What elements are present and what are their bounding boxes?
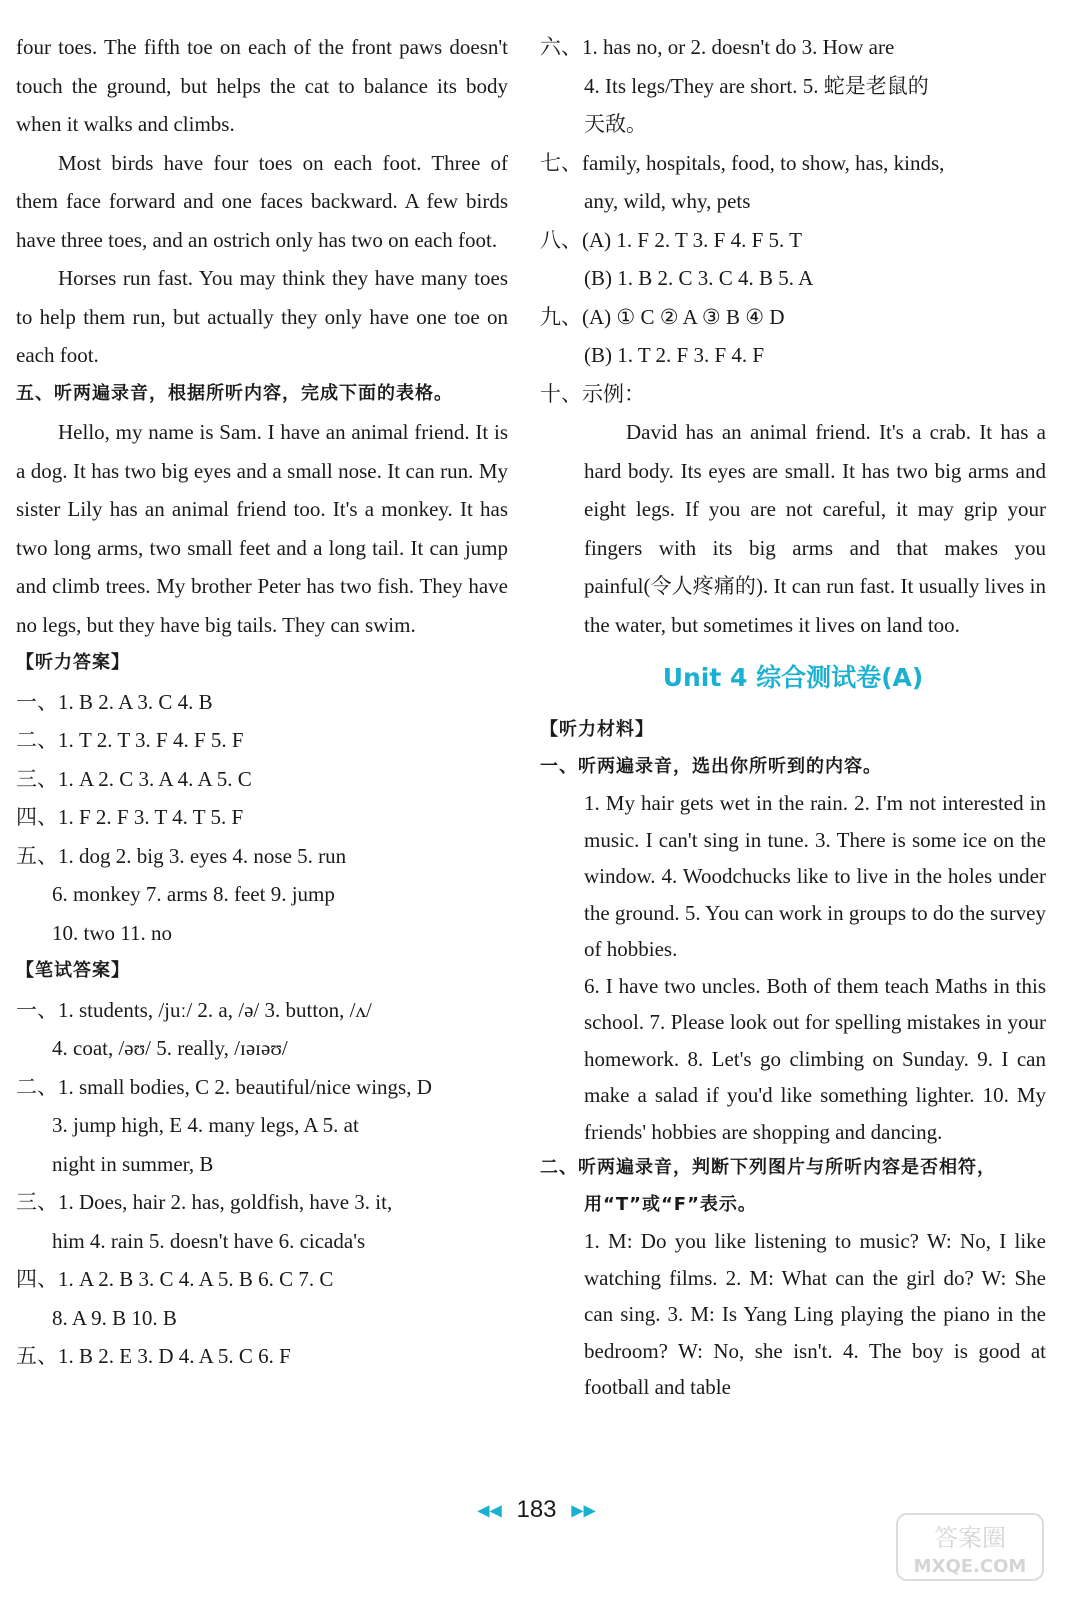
written-answer-3: 三、1. Does, hair 2. has, goldfish, have 3. it, (16, 1190, 393, 1214)
watermark-line2: MXQE.COM (913, 1556, 1027, 1577)
left-column (16, 28, 508, 1376)
written-answer-4-cont: 8. A 9. B 10. B (52, 1305, 177, 1330)
written-answer-4: 四、1. A 2. B 3. C 4. A 5. B 6. C 7. C (16, 1267, 334, 1291)
listening-answers-heading: 【听力答案】 (16, 652, 130, 673)
horses-paragraph: Horses run fast. You may think they have many toes to help them run, but actually they only have one toe on each foot. (16, 266, 508, 367)
next-arrows-icon: ▶▶ (571, 1502, 596, 1520)
material-1-text: 1. My hair gets wet in the rain. 2. I'm not interested in music. I can't sing in tune. 3. There is some ice on the window. 4. Woodchucks like to live in the holes under the ground. 5. You can work in groups to do the survey of hobbies. (584, 791, 1046, 961)
prev-arrows-icon: ◀◀ (477, 1502, 502, 1520)
page-number: 183 (516, 1496, 557, 1523)
written-answer-2-cont2: night in summer, B (52, 1151, 214, 1176)
written-answer-3-cont: him 4. rain 5. doesn't have 6. cicada's (52, 1228, 366, 1253)
written-answer-2-cont: 3. jump high, E 4. many legs, A 5. at (52, 1113, 359, 1137)
answer-10: 十、示例： (540, 381, 645, 406)
material-2-text: 1. M: Do you like listening to music? W: No, I like watching films. 2. M: What can the girl do? W: She can sing. 3. M: Is Yang Ling playing the piano in the bedroom? W: No, she isn't. 4. The boy is good at football and table (584, 1229, 1046, 1399)
listening-answer-3: 三、1. A 2. C 3. A 4. A 5. C (16, 766, 252, 791)
material-1-heading: 一、听两遍录音，选出你所听到的内容。 (540, 755, 882, 777)
answer-10-passage (540, 413, 1046, 644)
answer-7-cont: any, wild, why, pets (584, 189, 751, 213)
written-answer-2: 二、1. small bodies, C 2. beautiful/nice wings, D (16, 1074, 432, 1099)
answer-6: 六、1. has no, or 2. doesn't do 3. How are (540, 35, 895, 59)
written-answer-5: 五、1. B 2. E 3. D 4. A 5. C 6. F (16, 1344, 291, 1368)
birds-paragraph: Most birds have four toes on each foot. Three of them face forward and one faces backward. A few birds have three toes, and an ostrich only has two on each foot. (16, 150, 508, 252)
answer-7: 七、family, hospitals, food, to show, has, kinds, (540, 150, 945, 175)
watermark-logo-icon (895, 1512, 1045, 1582)
written-answer-1-cont: 4. coat, /əʊ/ 5. really, /ɪəɪəʊ/ (52, 1036, 288, 1060)
listening-material-heading: 【听力材料】 (540, 719, 654, 740)
section-5-passage: Hello, my name is Sam. I have an animal friend. It is a dog. It has two big eyes and a small nose. It can run. My sister Lily has an animal friend too. It's a monkey. It has two long arms, two small feet and a long tail. It can jump and climb trees. My brother Peter has two fish. They have no legs, but they have big tails. They can swim. (16, 420, 508, 637)
listening-answer-4: 四、1. F 2. F 3. T 4. T 5. F (16, 805, 244, 829)
intro-paragraph: four toes. The fifth toe on each of the front paws doesn't touch the ground, but helps the cat to balance its body when it walks and climbs. (16, 35, 508, 136)
answer-8-cont: (B) 1. B 2. C 3. C 4. B 5. A (584, 266, 814, 290)
watermark-line1: 答案圈 (934, 1524, 1006, 1552)
section-5-heading: 五、听两遍录音，根据所听内容，完成下面的表格。 (16, 382, 453, 404)
answer-6-cont: 4. Its legs/They are short. 5. 蛇是老鼠的 (584, 73, 929, 98)
answer-10-passage-text: David has an animal friend. It's a crab. It has a hard body. Its eyes are small. It has two big arms and eight legs. If you are not careful, it may grip your fingers with its big arms and that makes you painful(令人疼痛的). It can run fast. It usually lives in the water, but sometimes it lives on land too. (584, 420, 1046, 637)
written-answer-1: 一、1. students, /juː/ 2. a, /ə/ 3. button, /ʌ/ (16, 997, 372, 1022)
listening-answer-5-cont-1: 6. monkey 7. arms 8. feet 9. jump (52, 882, 335, 906)
answer-9-cont: (B) 1. T 2. F 3. F 4. F (584, 343, 765, 367)
answer-8: 八、(A) 1. F 2. T 3. F 4. F 5. T (540, 227, 802, 252)
written-answers-heading: 【笔试答案】 (16, 960, 130, 981)
right-column (540, 28, 1046, 1406)
listening-answer-5-cont-2: 10. two 11. no (52, 920, 172, 945)
unit-title: Unit 4 综合测试卷(A) (662, 663, 924, 692)
listening-answer-1: 一、1. B 2. A 3. C 4. B (16, 689, 213, 714)
answer-9: 九、(A) ① C ② A ③ B ④ D (540, 304, 785, 329)
listening-answer-2: 二、1. T 2. T 3. F 4. F 5. F (16, 728, 244, 752)
answer-6-cont2: 天敌。 (584, 112, 647, 136)
listening-answer-5: 五、1. dog 2. big 3. eyes 4. nose 5. run (16, 843, 347, 868)
material-1-text2: 6. I have two uncles. Both of them teach Maths in this school. 7. Please look out for spelling mistakes in your homework. 8. Let's go climbing on Sunday. 9. I can make a salad if you'd like something lighter. 10. My friends' hobbies are shopping and dancing. (584, 973, 1046, 1144)
material-2-heading: 二、听两遍录音，判断下列图片与所听内容是否相符，用“T”或“F”表示。 (540, 1157, 996, 1215)
